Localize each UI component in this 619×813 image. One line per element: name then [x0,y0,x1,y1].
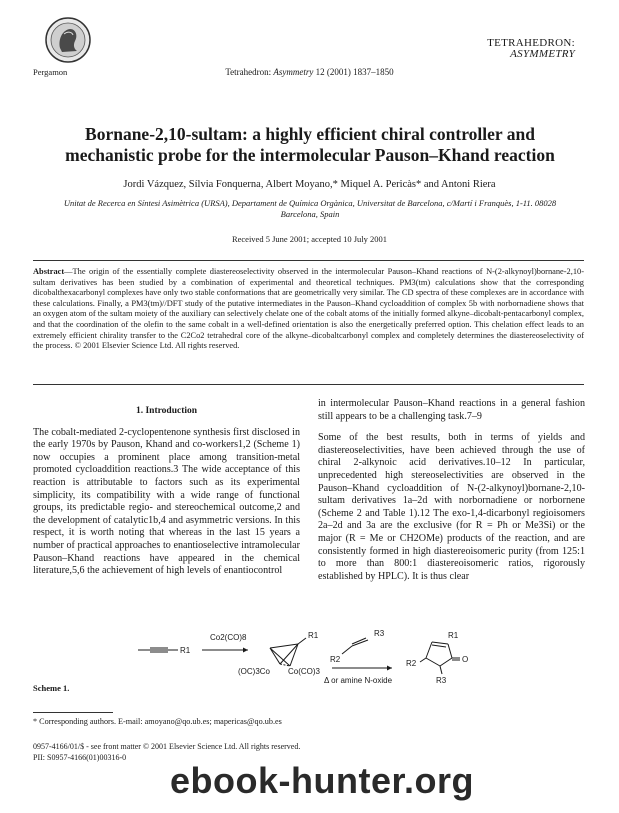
body-paragraph: in intermolecular Pauson–Khand reactions in a general fashion still appears to be a challenging task.7–9 [318,398,585,422]
cobalt-complex-structure [238,631,321,676]
alkyne-structure [138,646,191,655]
publisher-logo [44,16,92,64]
body-left-column [33,405,300,587]
alkyne-substituent: R1 [180,646,191,655]
alkene-substituent-bottom: R2 [330,655,341,664]
alkene-substituent-top: R3 [374,629,385,638]
alkene-structure [330,629,385,664]
complex-substituent: R1 [308,631,319,640]
journal-name-line2: ASYMMETRY [510,48,575,60]
abstract [33,267,584,352]
abstract-label: Abstract [33,267,65,276]
product-carbonyl-o: O [462,655,469,664]
divider-abstract [33,384,584,385]
journal-citation: Tetrahedron: Asymmetry 12 (2001) 1837–1850 [225,67,394,77]
body-paragraph: The cobalt-mediated 2-cyclopentenone synthesis first disclosed in the early 1970s by Pauson, Khand and co-workers1,2 (Scheme 1) now occupies a prominent place among transition-metal promoted cycloaddition reactions.3 The wide acceptance of this reaction is attributable to factors such as its experimental simplicity, its compatibility with a wide range of functional groups, its predictable regio- and stereochemical outcome,2 and the development of catalytic1b,4 and asymmetric versions. In this respect, it is worth noting that whereas in the last 15 years a number of practical approaches to enantioselective intramolecular Pauson–Khand reactions have appeared in the chemical literature,5,6 the achievement of high levels of enantiocontrol [33,426,300,577]
body-right-column [318,398,585,592]
front-matter-pii: PII: S0957-4166(01)00316-0 [33,753,127,762]
article-affiliation: Unitat de Recerca en Síntesi Asimètrica (URSA), Departament de Química Orgànica, Universitat de Barcelona, c/Martí i Franquès, 1-11. 08028 Barcelona, Spain [63,198,557,219]
condition-label: Δ or amine N-oxide [324,676,393,685]
cyclopentenone-structure [406,631,468,685]
reagent-label: Co2(CO)8 [210,633,247,642]
received-dates: Received 5 June 2001; accepted 10 July 2001 [231,234,388,244]
article-authors: Jordi Vázquez, Sílvia Fonquerna, Albert Moyano,* Miquel A. Pericàs* and Antoni Riera [123,179,496,190]
journal-name-line1: TETRAHEDRON: [487,37,575,49]
product-substituent-r2: R2 [406,659,417,668]
body-paragraph: Some of the best results, both in terms of yields and diastereoselectivities, have been achieved through the use of chiral 2-alkynoic acid derivatives.10–12 In particular, unprecedented high stereoselectivities are observed in the Pauson–Khand cycloaddition of N-(2-alkynoyl)bornane-2,10-sultam derivatives 1a–2d with norbornadiene or norbornene (Scheme 2 and Table 1).12 The exo-1,4-dicarbonyl regioisomers 2a–2d and 3a are the exclusive (for R = Ph or Me3Si) or the major (R = Me or CH2OMe) products of the reaction, and are consistently formed in high diastereoisomeric purity (from 125:1 to more than 800:1 diastereoisomeric ratios, rigorously established by HPLC). It is thus clear [318,432,585,582]
product-substituent-r1: R1 [448,631,459,640]
divider-top [33,260,584,261]
watermark-text: ebook-hunter.org [170,760,474,801]
scheme-1-diagram [130,628,510,688]
journal-name [435,38,575,60]
article-title: Bornane-2,10-sultam: a highly efficient chiral controller and mechanistic probe for the intermolecular Pauson–Khand reaction [65,124,555,165]
publisher-name: Pergamon [33,67,68,77]
abstract-text: —The origin of the essentially complete diastereoselectivity observed in the intermolecular Pauson–Khand reactions of N-(2-alkynoyl)bornane-2,10-sultam derivatives has been studied by a combination of experimental and theoretical techniques. PM3(tm) calculations show that the corresponding dicobalthexacarbonyl complexes have only two stable conformations that are geometrically very similar. The CD spectra of these complexes are in accordance with these calculations. Finally, a PM3(tm)//DFT study of the putative intermediates in the Pauson–Khand cycloaddition of complex 5b with norbornadiene shows that an oxygen atom of the sultam moiety of the auxiliary can selectively chelate one of the cobalt atoms of the initially formed alkyne–dicobalt-pentacarbonyl complex, and that the coordination of the olefin to the same cobalt in a well-defined orientation is also the energetically preferred option. This chelation effect leads to an extremely efficient chirality transfer to the C2Co2 tetrahedral core of the alkyne–dicobaltcarbonyl complex and completely determines the diastereoselectivity of the process. © 2001 Elsevier Science Ltd. All rights reserved. [33,267,584,351]
scheme-caption: Scheme 1. [33,683,70,693]
section-heading: 1. Introduction [135,406,198,416]
footnote-corresponding: * Corresponding authors. E-mail: amoyano@qo.ub.es; mapericas@qo.ub.es [33,717,282,726]
footnote-divider [33,712,113,713]
complex-right-ligand: Co(CO)3 [288,667,321,676]
front-matter-copyright: 0957-4166/01/$ - see front matter © 2001 Elsevier Science Ltd. All rights reserved. [33,742,301,751]
complex-left-ligand: (OC)3Co [238,667,271,676]
product-substituent-r3: R3 [436,676,447,685]
